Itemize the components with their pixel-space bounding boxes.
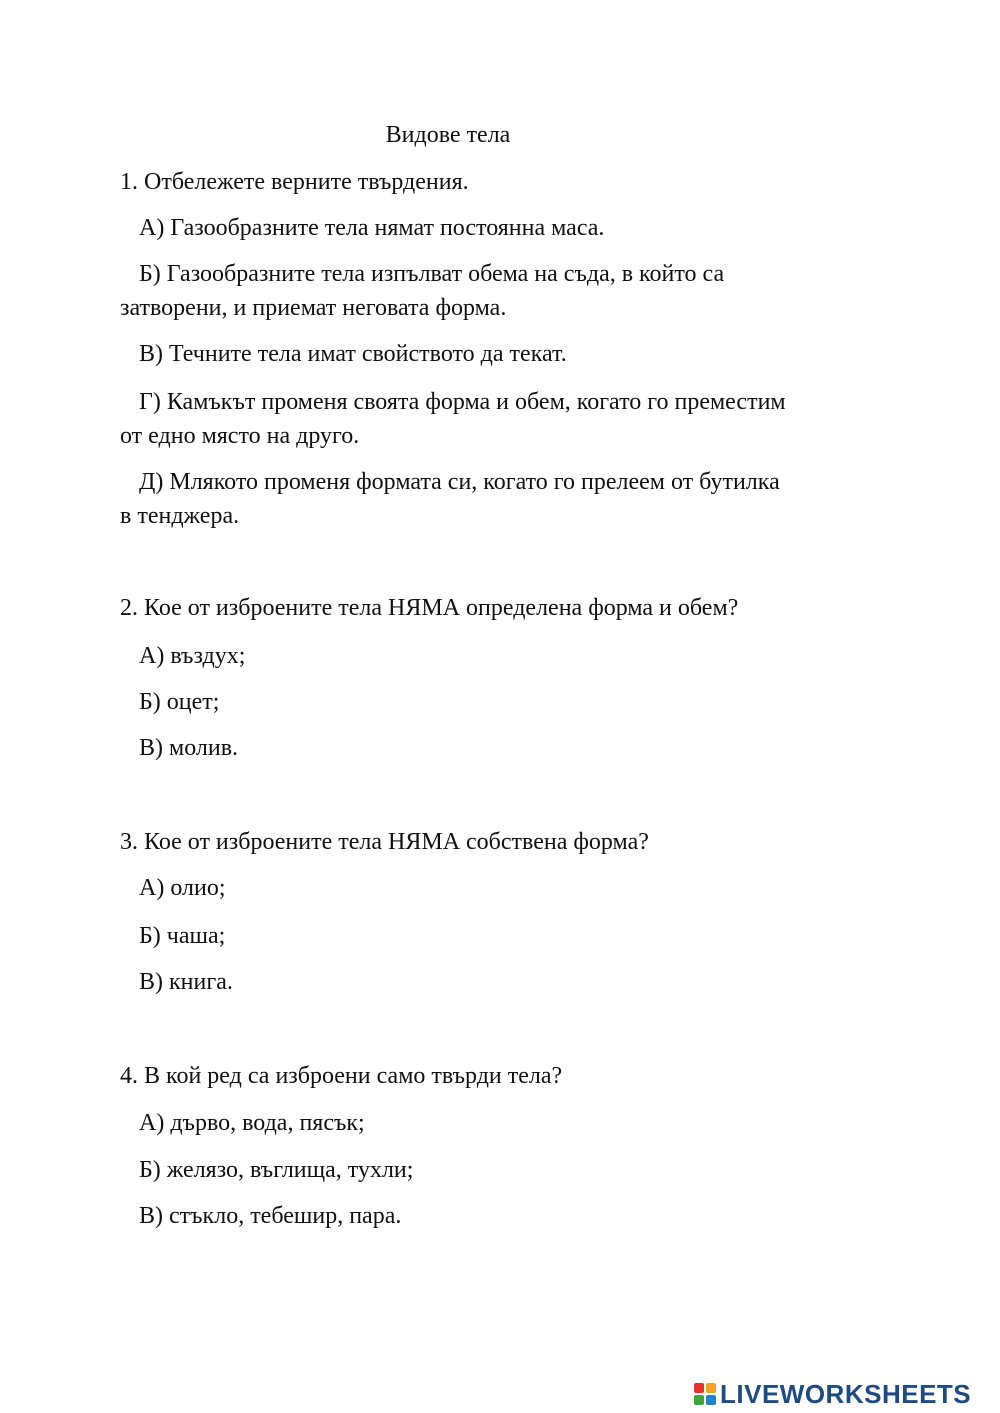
worksheet-title: Видове тела bbox=[385, 122, 511, 148]
q4-option-b-text: Б) желязо, въглища, тухли; bbox=[139, 1157, 414, 1183]
q2-option-v bbox=[120, 732, 890, 765]
badge-square-orange bbox=[706, 1383, 716, 1393]
liveworksheets-logo bbox=[694, 1377, 971, 1411]
q1-option-d bbox=[120, 466, 890, 499]
q4-option-a bbox=[120, 1107, 890, 1140]
question-1-text: 1. Отбележете верните твърдения. bbox=[120, 169, 469, 195]
q1-option-b-continuation: затворени, и приемат неговата форма. bbox=[120, 295, 507, 321]
q1-option-b-text: Б) Газообразните тела изпълват обема на съда, в който са bbox=[139, 261, 725, 287]
q3-option-b-text: Б) чаша; bbox=[139, 923, 226, 949]
q1-option-g-continuation: от едно място на друго. bbox=[120, 423, 360, 449]
q1-option-a bbox=[120, 212, 890, 245]
q2-option-b-text: Б) оцет; bbox=[139, 689, 220, 715]
question-4-text: 4. В кой ред са изброени само твърди тела? bbox=[120, 1063, 563, 1089]
q1-option-g-text: Г) Камъкът променя своята форма и обем, когато го преместим bbox=[139, 389, 786, 415]
q3-option-b bbox=[120, 920, 890, 953]
q1-option-d-text: Д) Млякото променя формата си, когато го прелеем от бутилка bbox=[139, 469, 780, 495]
q3-option-a-text: А) олио; bbox=[139, 875, 226, 901]
badge-square-green bbox=[694, 1395, 704, 1405]
q2-option-a bbox=[120, 640, 890, 673]
q2-option-a-text: А) въздух; bbox=[139, 643, 246, 669]
q3-option-v-text: В) книга. bbox=[139, 969, 233, 995]
q1-option-d-continuation: в тенджера. bbox=[120, 503, 240, 529]
q1-option-v bbox=[120, 338, 890, 371]
question-2-text: 2. Кое от изброените тела НЯМА определена форма и обем? bbox=[120, 595, 739, 621]
badge-square-blue bbox=[706, 1395, 716, 1405]
q4-option-b bbox=[120, 1154, 890, 1187]
liveworksheets-badge-icon bbox=[694, 1383, 716, 1405]
badge-square-red bbox=[694, 1383, 704, 1393]
q3-option-v bbox=[120, 966, 890, 999]
q1-option-g bbox=[120, 386, 890, 419]
q4-option-v bbox=[120, 1200, 890, 1233]
q3-option-a bbox=[120, 872, 890, 905]
question-3-text: 3. Кое от изброените тела НЯМА собствена форма? bbox=[120, 829, 649, 855]
q1-option-b bbox=[120, 258, 890, 291]
q4-option-a-text: А) дърво, вода, пясък; bbox=[139, 1110, 365, 1136]
liveworksheets-logo-text: LIVEWORKSHEETS bbox=[720, 1378, 972, 1409]
q1-option-a-text: А) Газообразните тела нямат постоянна маса. bbox=[139, 215, 605, 241]
q2-option-b bbox=[120, 686, 890, 719]
q1-option-v-text: В) Течните тела имат свойството да текат. bbox=[139, 341, 567, 367]
q4-option-v-text: В) стъкло, тебешир, пара. bbox=[139, 1203, 402, 1229]
q2-option-v-text: В) молив. bbox=[139, 735, 239, 761]
